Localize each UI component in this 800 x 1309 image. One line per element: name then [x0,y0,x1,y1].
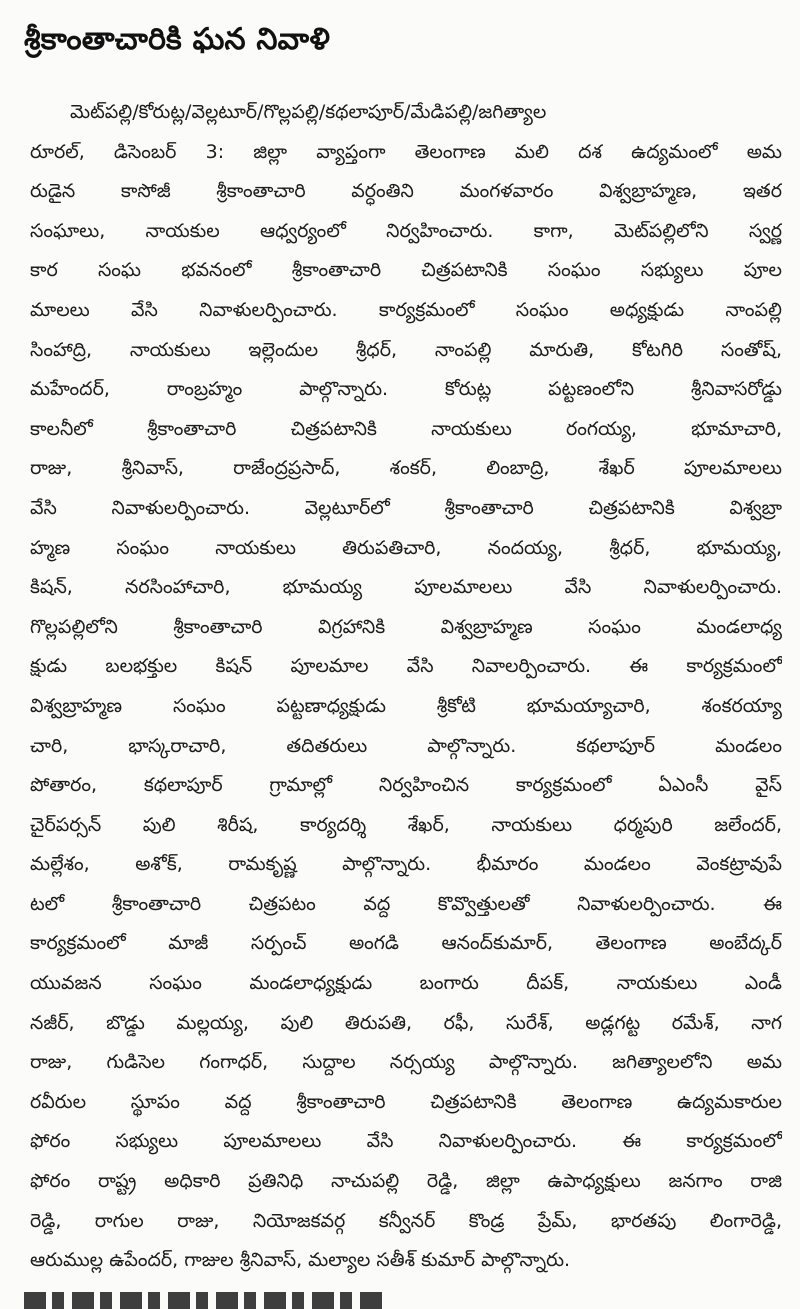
article-line: కార సంఘ భవనంలో శ్రీకాంతాచారి చిత్రపటానికి సంఘం సభ్యులు పూల [30,259,782,282]
article-line: రవీరుల స్థూపం వద్ద శ్రీకాంతాచారి చిత్రపటానికి తెలంగాణ ఉద్యమకారుల [30,1090,782,1113]
article-line: రెడ్డి, రాగుల రాజు, నియోజకవర్గ కన్వీనర్ కొండ్ర ప్రేమ్, భారతపు లింగారెడ్డి, [30,1209,782,1232]
article-line: కార్యక్రమంలో మాజీ సర్పంచ్ అంగడి ఆనంద్‌కుమార్, తెలంగాణ అంబేద్కర్ [30,932,782,955]
article-line: నజీర్, బొడ్డు మల్లయ్య, పులి తిరుపతి, రఫీ, సురేశ్, అడ్లగట్ట రమేశ్, నాగ [30,1011,782,1034]
article-line: హ్మణ సంఘం నాయకులు తిరుపతిచారి, నందయ్య, శ్రీధర్, భూమయ్య, [30,536,782,559]
article-line: మల్లేశం, అశోక్, రామకృష్ణ పాల్గొన్నారు. భీమారం మండలం వెంకట్రావుపే [30,853,782,876]
article-line: టలో శ్రీకాంతాచారి చిత్రపటం వద్ద కొవ్వొత్తులతో నివాళులర్పించారు. ఈ [30,892,782,915]
article-line: సింహాద్రి, నాయకులు ఇల్లెందుల శ్రీధర్, నాంపల్లి మారుతి, కోటగిరి సంతోష్, [30,338,782,361]
article-body [30,93,782,1281]
article-line: చారి, భాస్కరాచారి, తదితరులు పాల్గొన్నారు. కథలాపూర్ మండలం [30,734,782,757]
article-headline: శ్రీకాంతాచారికి ఘన నివాళి [24,22,331,57]
article-line: వేసి నివాళులర్పించారు. వెల్లటూర్‌లో శ్రీకాంతాచారి చిత్రపటానికి విశ్వబ్రా [30,496,782,519]
article-line: మెట్‌పల్లి/కోరుట్ల/వెల్లటూర్/గొల్లపల్లి/కథలాపూర్/మేడిపల్లి/జగిత్యాల [70,101,547,123]
article-line: ఫోరం సభ్యులు పూలమాలలు వేసి నివాళులర్పించారు. ఈ కార్యక్రమంలో [30,1130,782,1153]
article-line: కాలనీలో శ్రీకాంతాచారి చిత్రపటానికి నాయకులు రంగయ్య, భూమాచారి, [30,417,782,440]
article-line: సంఘాలు, నాయకుల ఆధ్వర్యంలో నిర్వహించారు. కాగా, మెట్‌పల్లిలోని స్వర్ణ [30,219,782,242]
article-line: చైర్‌పర్సన్ పులి శిరీష, కార్యదర్శి శేఖర్, నాయకులు ధర్మపురి జలేందర్, [30,813,782,836]
article-line: కిషన్, నరసింహాచారి, భూమయ్య పూలమాలలు వేసి నివాళులర్పించారు. [30,576,782,599]
next-article-headline-fragment [24,1288,384,1309]
article-line: రాజు, గుడిసెల గంగాధర్, సుద్దాల నర్సయ్య పాల్గొన్నారు. జగిత్యాలలోని అమ [30,1051,782,1074]
article-line: ఫోరం రాష్ట్ర అధికారి ప్రతినిధి నాచుపల్లి రెడ్డి, జిల్లా ఉపాధ్యక్షులు జనగాం రాజి [30,1170,782,1193]
article-line: గొల్లపల్లిలోని శ్రీకాంతాచారి విగ్రహానికి విశ్వబ్రాహ్మణ సంఘం మండలాధ్య [30,615,782,638]
article-line: రుడైన కాసోజీ శ్రీకాంతాచారి వర్ధంతిని మంగళవారం విశ్వబ్రాహ్మణ, ఇతర [30,180,782,203]
article-line: యువజన సంఘం మండలాధ్యక్షుడు బంగారు దీపక్, నాయకులు ఎండీ [30,972,782,995]
cut-off-text-fragment [24,1292,384,1309]
article-line: క్షుడు బలభక్తుల కిషన్ పూలమాల వేసి నివాలర్పించారు. ఈ కార్యక్రమంలో [30,655,782,678]
article-line: మహేందర్, రాంబ్రహ్మం పాల్గొన్నారు. కోరుట్ల పట్టణంలోని శ్రీనివాసరోడ్డు [30,378,782,401]
article-line: పోతారం, కథలాపూర్ గ్రామాల్లో నిర్వహించిన కార్యక్రమంలో ఏఎంసీ వైస్ [30,774,782,797]
article-line: రూరల్, డిసెంబర్ 3: జిల్లా వ్యాప్తంగా తెలంగాణ మలి దశ ఉద్యమంలో అమ [30,140,782,163]
article-line: ఆరుముల్ల ఉపేందర్, గాజుల శ్రీనివాస్, మల్యాల సతీశ్ కుమార్ పాల్గొన్నారు. [30,1249,571,1272]
article-line: విశ్వబ్రాహ్మణ సంఘం పట్టణాధ్యక్షుడు శ్రీకోటి భూమయ్యాచారి, శంకరయ్యా [30,694,782,717]
article-line: రాజు, శ్రీనివాస్, రాజేంద్రప్రసాద్, శంకర్, లింబాద్రి, శేఖర్ పూలమాలలు [30,457,782,480]
article-line: మాలలు వేసి నివాళులర్పించారు. కార్యక్రమంలో సంఘం అధ్యక్షుడు నాంపల్లి [30,298,782,321]
